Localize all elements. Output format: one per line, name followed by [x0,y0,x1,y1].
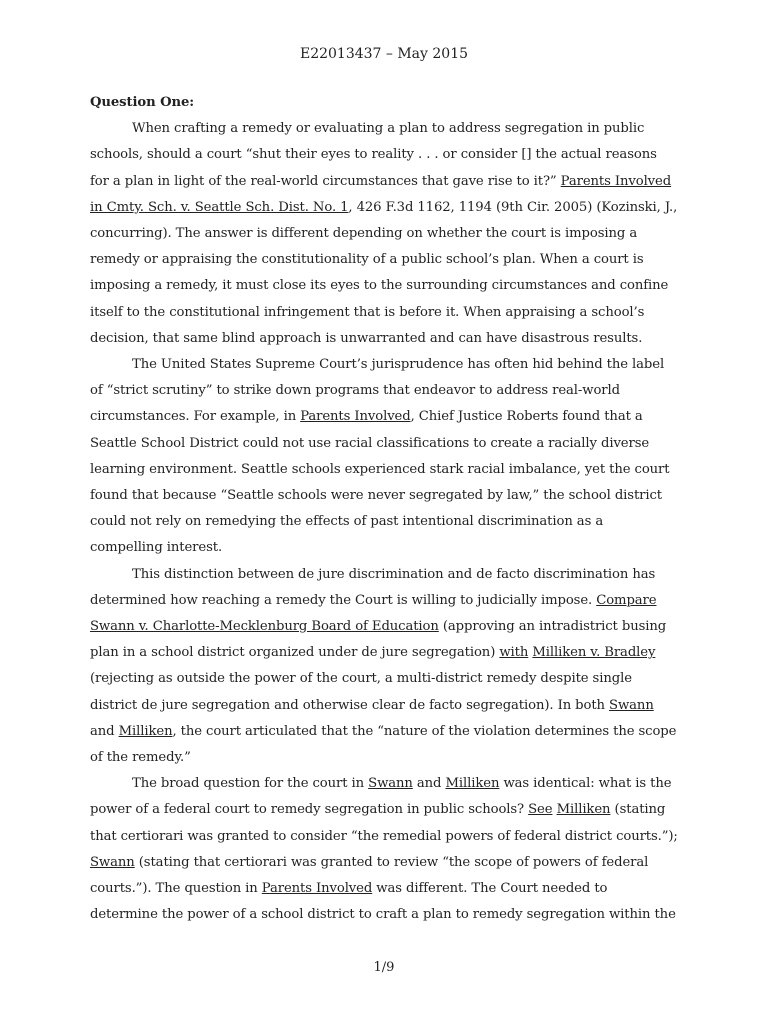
paragraph [90,771,678,928]
case-citation: Parents Involved [261,881,373,897]
case-citation: Swann [90,854,135,870]
text-run: The United States Supreme Court’s jurisprudence has often hid behind the label of “strict scrutiny” to strike down programs that endeavor to address real-world circumstances. For example, in [90,357,665,425]
case-citation: Compare Swann v. Charlotte-Mecklenburg Board of Education [90,592,657,635]
case-citation: Parents Involved in Cmty. Sch. v. Seattle Sch. Dist. No. 1 [90,173,672,215]
text-run: was identical: what is the power of a federal court to remedy segregation in public schools? [90,776,672,818]
text-run: (stating that certiorari was granted to consider “the remedial powers of federal district courts.”); [90,802,678,844]
text-run: (approving an intradistrict busing plan in a school district organized under de jure segregation) [90,619,667,661]
case-citation: Milliken [556,802,611,818]
text-run: was different. The Court needed to determine the power of a school district to craft a plan to remedy segregation within the [90,881,676,923]
page-number: 1/9 [373,960,395,975]
paragraph [90,562,678,772]
text-run: , Chief Justice Roberts found that a Seattle School District could not use racial classifications to create a racially diverse learning environment. Seattle schools experienced stark racial imbalance, yet the court found that because “Seattle schools were never segregated by law,” the school district could not rely on remedying the effects of past intentional discrimination as a compelling interest. [90,409,670,556]
text-run: and [90,723,119,739]
document-body [90,90,678,929]
text-run: , 426 F.3d 1162, 1194 (9th Cir. 2005) (Kozinski, J., concurring). The answer is different depending on whether the court is imposing a remedy or appraising the constitutionality of a public school’s plan. When a court is imposing a remedy, it must close its eyes to the surrounding circumstances and confine itself to the constitutional infringement that is before it. When appraising a school’s decision, that same blind approach is unwarranted and can have disastrous results. [90,199,678,346]
text-run: (stating that certiorari was granted to review “the scope of powers of federal courts.”). The question in [90,854,649,897]
case-citation: Milliken v. Bradley [532,645,656,661]
paragraph-list [90,116,678,928]
text-run: (rejecting as outside the power of the court, a multi-district remedy despite single district de jure segregation and otherwise clear de facto segregation). In both [90,671,632,713]
case-citation: Parents Involved [300,409,411,425]
text-run: The broad question for the court in [132,776,369,792]
paragraph [90,352,678,562]
case-citation: with [499,645,529,661]
case-citation: Swann [609,697,654,713]
case-citation: Milliken [118,723,173,739]
text-run: , the court articulated that the “nature of the violation determines the scope of the remedy.” [90,723,677,766]
document-header: E22013437 – May 2015 [299,46,469,62]
case-citation: Milliken [445,776,500,792]
text-run: This distinction between de jure discrimination and de facto discrimination has determined how reaching a remedy the Court is willing to judicially impose. [90,566,656,608]
case-citation: See [528,802,553,818]
question-heading: Question One: [90,95,195,110]
text-run: When crafting a remedy or evaluating a plan to address segregation in public schools, should a court “shut their eyes to reality . . . or consider [] the actual reasons for a plan in light of the real-world circumstances that gave rise to it?” [90,121,657,189]
text-run: and [412,776,446,792]
case-citation: Swann [368,776,413,792]
paragraph [90,116,678,352]
